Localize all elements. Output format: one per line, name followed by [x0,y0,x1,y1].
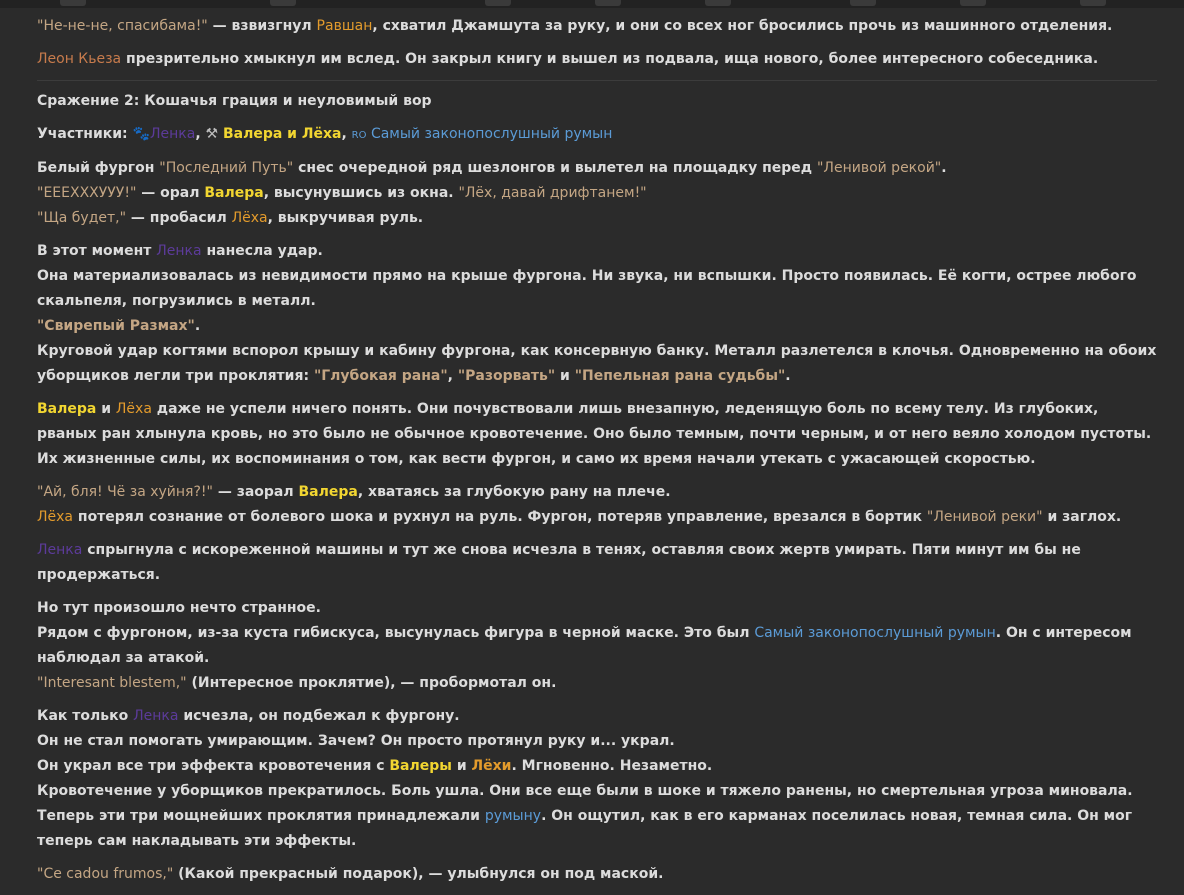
effect-name: "Пепельная рана судьбы" [574,368,786,384]
text: . [194,318,201,334]
toolbar-button[interactable] [485,0,511,6]
text: . Он с интересом наблюдал за атакой. [37,625,1132,666]
text: , [447,368,458,384]
chat-message [37,14,1157,895]
quote: "Ленивой рекой" [816,160,942,176]
dialogue-quote: "Ce cadou frumos," [37,866,174,882]
text: — заорал [212,484,299,500]
toolbar-button[interactable] [270,0,296,6]
character-name: Валера [37,401,97,417]
quote: "Последний Путь" [159,160,294,176]
character-name: Валеры [389,758,452,774]
effect-name: "Глубокая рана" [313,368,448,384]
text: Кровотечение у уборщиков прекратилось. Боль ушла. Они все еще были в шоке и тяжело ранены, но смертельная угроза миновала. [37,783,1133,799]
paragraph [37,14,1157,39]
text: презрительно хмыкнул им вслед. Он закрыл книгу и вышел из подвала, ища нового, более интересного собеседника. [121,51,1099,67]
paragraph [37,47,1157,72]
character-name: Ленка [156,243,202,259]
romania-flag-icon: RO [351,130,367,141]
dialogue-quote: "Не-не-не, спасибама!" [37,18,208,34]
character-name: румыну [484,808,542,824]
text: Рядом с фургоном, из-за куста гибискуса, высунулась фигура в черной маске. Это был [37,625,755,641]
text: снес очередной ряд шезлонгов и вылетел на площадку перед [293,160,817,176]
ability-name: "Свирепый Размах" [37,318,195,334]
character-name: Ленка [37,542,83,558]
text: нанесла удар. [201,243,323,259]
dialogue-quote: "ЕЕЕХХХУУУ!" [37,185,137,201]
character-name: Валера и Лёха [218,126,342,142]
text: , схватил Джамшута за руку, и они со всех ног бросились прочь из машинного отделения. [372,18,1113,34]
text: В этот момент [37,243,157,259]
character-name: Самый законопослушный румын [366,126,613,142]
character-name: Лёха [231,210,268,226]
dialogue-quote: "Interesant blestem," [37,675,187,691]
character-name: Лёхи [471,758,512,774]
section-heading: Сражение 2: Кошачья грация и неуловимый вор [37,93,432,109]
toolbar-button[interactable] [595,0,621,6]
text: — взвизгнул [207,18,317,34]
text: , выкручивая руль. [267,210,424,226]
toolbar-button[interactable] [960,0,986,6]
text: (Интересное проклятие), — пробормотал он. [186,675,557,691]
quote: "Ленивой реки" [926,509,1043,525]
text: и [555,368,575,384]
paragraph [37,239,1157,389]
dialogue-quote: "Лёх, давай дрифтанем!" [458,185,647,201]
text: Он не стал помогать умирающим. Зачем? Он просто протянул руку и... украл. [37,733,675,749]
text: Он украл все три эффекта кровотечения с [37,758,390,774]
character-name: Лёха [37,509,74,525]
text: даже не успели ничего понять. Они почувствовали лишь внезапную, леденящую боль по всему телу. Из глубоких, рваных ран хлынула кровь, но это было не обычное кровотечение. Оно было темным, почти черным, и от него веяло холодом пустоты. Их жизненные силы, их воспоминания о том, как вести фургон, и само их время начали утекать с ужасающей скоростью. [37,401,1152,467]
paragraph [37,862,1157,887]
dialogue-quote: "Ща будет," [37,210,127,226]
text: , высунувшись из окна. [263,185,459,201]
text: Она материализовалась из невидимости прямо на крыше фургона. Ни звука, ни вспышки. Просто появилась. Её когти, острее любого скальпеля, погрузились в металл. [37,268,1137,309]
text: . [785,368,791,384]
top-toolbar [0,0,1184,8]
text: , [195,126,206,142]
text: — пробасил [126,210,232,226]
text: . Он ощутил, как в его карманах поселилась новая, темная сила. Он мог теперь сам накладывать эти эффекты. [37,808,1133,849]
character-name: Самый законопослушный румын [754,625,996,641]
text: — орал [136,185,205,201]
character-name: Ленка [149,126,196,142]
text: Теперь эти три мощнейших проклятия принадлежали [37,808,485,824]
participants-line [37,122,1157,148]
character-name: Валера [204,185,264,201]
text: . [941,160,947,176]
effect-name: "Разорвать" [457,368,556,384]
text: Белый фургон [37,160,160,176]
toolbar-button[interactable] [60,0,86,6]
text: и заглох. [1042,509,1122,525]
toolbar-button[interactable] [1080,0,1106,6]
text: . Мгновенно. Незаметно. [511,758,713,774]
divider [37,80,1157,81]
text: Но тут произошло нечто странное. [37,600,321,616]
dialogue-quote: "Ай, бля! Чё за хуйня?!" [37,484,213,500]
text: и [96,401,116,417]
toolbar-button[interactable] [705,0,731,6]
text: Как только [37,708,134,724]
text: Круговой удар когтями вспорол крышу и кабину фургона, как консервную банку. Металл разлетелся в клочья. Одновременно на обоих уборщиков легли три проклятия: [37,343,1157,384]
character-name: Ленка [133,708,179,724]
text: и [451,758,472,774]
character-name: Валера [298,484,358,500]
paragraph [37,156,1157,231]
paw-icon: 🐾 [132,126,150,142]
text: , хватаясь за глубокую рану на плече. [357,484,671,500]
paragraph [37,397,1157,472]
toolbar-button[interactable] [850,0,876,6]
participants-label: Участники: [37,126,133,142]
text: , [341,126,352,142]
character-name: Равшан [316,18,373,34]
text: потерял сознание от болевого шока и рухнул на руль. Фургон, потеряв управление, врезался в бортик [73,509,927,525]
paragraph [37,538,1157,588]
paragraph [37,480,1157,530]
character-name: Лёха [115,401,152,417]
hammer-pick-icon: ⚒ [205,126,219,142]
text: спрыгнула с искореженной машины и тут же снова исчезла в тенях, оставляя своих жертв умирать. Пяти минут им бы не продержаться. [37,542,1081,583]
text: (Какой прекрасный подарок), — улыбнулся он под маской. [173,866,664,882]
character-name: Леон Кьеза [37,51,122,67]
paragraph [37,596,1157,696]
paragraph [37,704,1157,854]
text: исчезла, он подбежал к фургону. [178,708,460,724]
